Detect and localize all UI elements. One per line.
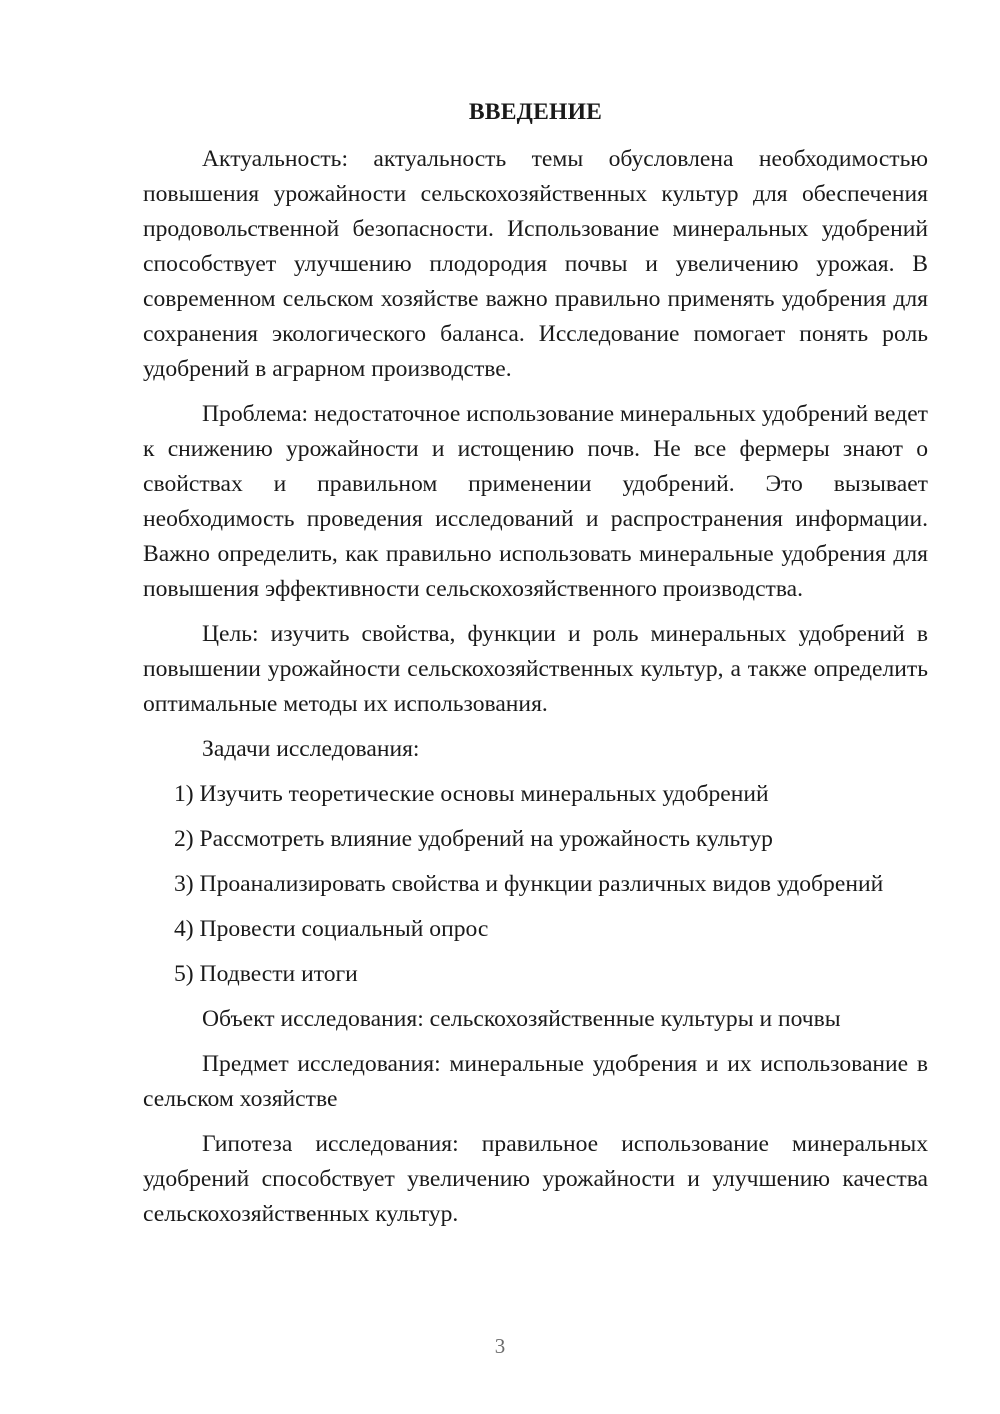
subject-paragraph: Предмет исследования: минеральные удобрения и их использование в сельском хозяйстве xyxy=(143,1051,928,1112)
tasks-list xyxy=(143,777,928,992)
page-heading: ВВЕДЕНИЕ xyxy=(468,99,603,125)
problem-paragraph: Проблема: недостаточное использование минеральных удобрений ведет к снижению урожайности и истощению почв. Не все фермеры знают о свойствах и правильном применении удобрений. Это вызывает необходимость проведения исследований и распространения информации. Важно определить, как правильно использовать минеральные удобрения для повышения эффективности сельскохозяйственного производства. xyxy=(143,401,928,602)
task-item: 4) Провести социальный опрос xyxy=(174,916,489,942)
task-item: 3) Проанализировать свойства и функции различных видов удобрений xyxy=(174,871,884,897)
object-paragraph: Объект исследования: сельскохозяйственные культуры и почвы xyxy=(202,1006,841,1032)
page-number: 3 xyxy=(494,1334,506,1358)
task-item: 2) Рассмотреть влияние удобрений на урожайность культур xyxy=(174,826,773,852)
tasks-title: Задачи исследования: xyxy=(202,736,420,762)
task-item: 1) Изучить теоретические основы минеральных удобрений xyxy=(174,781,769,807)
relevance-paragraph: Актуальность: актуальность темы обусловлена необходимостью повышения урожайности сельскохозяйственных культур для обеспечения продовольственной безопасности. Использование минеральных удобрений способствует улучшению плодородия почвы и увеличению урожая. В современном сельском хозяйстве важно правильно применять удобрения для сохранения экологического баланса. Исследование помогает понять роль удобрений в аграрном производстве. xyxy=(143,146,928,382)
document-page xyxy=(143,95,928,1242)
task-item: 5) Подвести итоги xyxy=(174,961,358,987)
hypothesis-paragraph: Гипотеза исследования: правильное использование минеральных удобрений способствует увеличению урожайности и улучшению качества сельскохозяйственных культур. xyxy=(143,1131,928,1227)
goal-paragraph: Цель: изучить свойства, функции и роль минеральных удобрений в повышении урожайности сельскохозяйственных культур, а также определить оптимальные методы их использования. xyxy=(143,621,928,717)
